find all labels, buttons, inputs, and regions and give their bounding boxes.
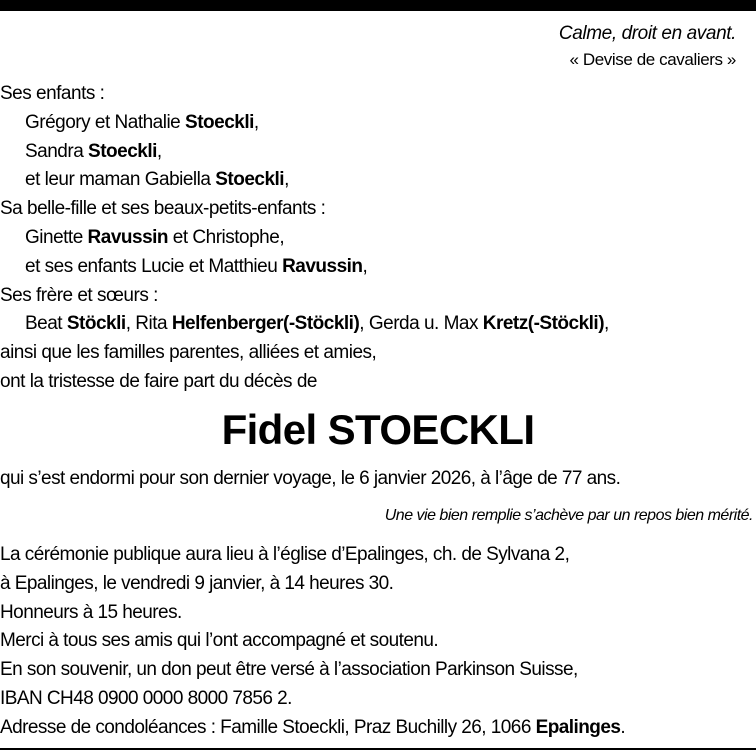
epitaph: Une vie bien remplie s’achève par un repos bien mérité. — [384, 507, 753, 524]
motto-quote: Calme, droit en avant. — [558, 23, 736, 44]
ceremony-line: à Epalinges, le vendredi 9 janvier, à 14 heures 30. — [0, 572, 394, 594]
address-city: Epalinges — [535, 716, 621, 738]
siblings-label: Ses frère et sœurs : — [0, 284, 158, 306]
deceased-name: Fidel STOECKLI — [221, 406, 535, 453]
top-border-rule — [0, 0, 756, 11]
surname: Stoeckli — [88, 140, 157, 162]
surname: Kretz(-Stöckli) — [482, 313, 605, 335]
ceremony-details — [0, 541, 756, 743]
surname: Ravussin — [282, 255, 363, 277]
iban-line: IBAN CH48 0900 0000 8000 7856 2. — [0, 687, 292, 709]
motto-source: « Devise de cavaliers » — [569, 50, 736, 69]
surname: Ravussin — [87, 226, 169, 248]
inlaws-label: Sa belle-fille et ses beaux-petits-enfants : — [0, 198, 326, 220]
inlaw-line: Ginette Ravussin et Christophe, — [25, 226, 285, 248]
family-list — [0, 80, 756, 397]
motto-block — [559, 20, 736, 72]
surname: Stoeckli — [185, 111, 254, 133]
condolence-address: Adresse de condoléances : Famille Stoeckli, Praz Buchilly 26, 1066 Epalinges. — [0, 716, 626, 738]
surname: Helfenberger(-Stöckli) — [171, 313, 360, 335]
relatives-line: ainsi que les familles parentes, alliées et amies, — [0, 342, 377, 364]
siblings-line: Beat Stöckli, Rita Helfenberger(-Stöckli), Gerda u. Max Kretz(-Stöckli), — [25, 313, 609, 335]
inlaw-line: et ses enfants Lucie et Matthieu Ravussin, — [25, 255, 368, 277]
donation-line: En son souvenir, un don peut être versé à l’association Parkinson Suisse, — [0, 659, 578, 681]
announcement-line: ont la tristesse de faire part du décès de — [0, 370, 317, 392]
honours-line: Honneurs à 15 heures. — [0, 601, 182, 623]
child-line: et leur maman Gabiella Stoeckli, — [25, 169, 289, 191]
child-line: Grégory et Nathalie Stoeckli, — [25, 111, 259, 133]
surname: Stöckli — [66, 313, 126, 335]
death-line: qui s’est endormi pour son dernier voyage, le 6 janvier 2026, à l’âge de 77 ans. — [0, 468, 621, 489]
child-line: Sandra Stoeckli, — [25, 140, 162, 162]
ceremony-line: La cérémonie publique aura lieu à l’église d’Epalinges, ch. de Sylvana 2, — [0, 544, 570, 565]
surname: Stoeckli — [215, 169, 285, 191]
bottom-border-rule — [0, 748, 756, 750]
children-label: Ses enfants : — [0, 83, 105, 104]
thanks-line: Merci à tous ses amis qui l’ont accompagné et soutenu. — [0, 630, 439, 652]
